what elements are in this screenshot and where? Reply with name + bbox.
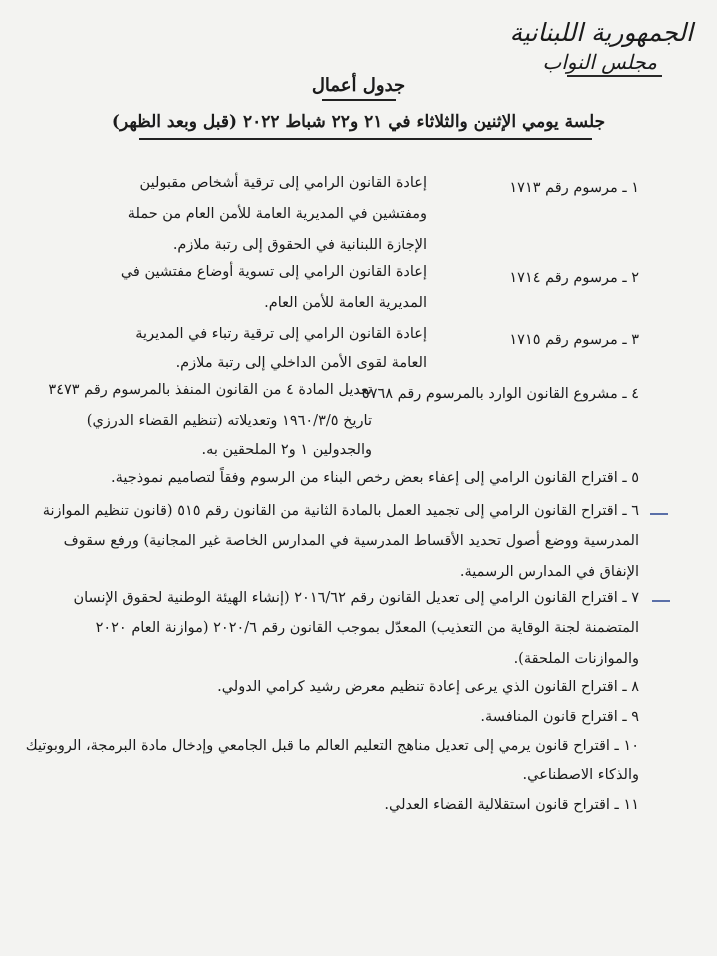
proposal-6-line-2: المدرسية ووضع أصول تحديد الأقساط المدرسية في المدارس الخاصة غير المجانية) ورفع سقوف [63,533,639,549]
proposal-7-line-2: المتضمنة لجنة الوقاية من التعذيب) المعدّل بموجب القانون رقم ٢٠٢٠/٦ (موازنة العام ٢٠٢٠ [95,620,639,636]
decree-1-line-3: الإجازة اللبنانية في الحقوق إلى رتبة ملازم. [172,237,427,253]
proposal-11: ١١ ـ اقتراح قانون استقلالية القضاء العدلي. [384,797,639,813]
page-title: جدول أعمال [311,75,406,96]
proposal-10-line-2: والذكاء الاصطناعي. [522,767,639,783]
proposal-5: ٥ ـ اقتراح القانون الرامي إلى إعفاء بعض رخص البناء من الرسوم وفقاً لتصاميم نموذجية. [111,470,639,486]
letterhead-republic: الجمهورية اللبنانية [509,18,693,47]
decree-3-label: ٣ ـ مرسوم رقم ١٧١٥ [509,332,639,348]
decree-3-line-2: العامة لقوى الأمن الداخلي إلى رتبة ملازم. [175,355,427,371]
decree-1-label: ١ ـ مرسوم رقم ١٧١٣ [509,180,639,196]
decree-1-line-1: إعادة القانون الرامي إلى ترقية أشخاص مقبولين [139,175,427,191]
session-subtitle: جلسة يومي الإثنين والثلاثاء في ٢١ و٢٢ شباط ٢٠٢٢ (قبل وبعد الظهر) [111,112,606,132]
proposal-8: ٨ ـ اقتراح القانون الذي يرعى إعادة تنظيم معرض رشيد كرامي الدولي. [217,679,639,695]
proposal-7-line-1: ٧ ـ اقتراح القانون الرامي إلى تعديل القانون رقم ٢٠١٦/٦٢ (إنشاء الهيئة الوطنية لحقوق الإنسان [73,590,639,606]
decree-2-label: ٢ ـ مرسوم رقم ١٧١٤ [509,270,639,286]
margin-mark-6 [650,513,668,515]
decree-3-line-1: إعادة القانون الرامي إلى ترقية رتباء في المديرية [135,326,427,342]
decree-2-line-2: المديرية العامة للأمن العام. [264,295,427,311]
bill-4-line-1: تعديل المادة ٤ من القانون المنفذ بالمرسوم رقم ٣٤٧٣ [48,382,372,398]
subtitle-underline [139,138,592,140]
bill-4-line-2: تاريخ ١٩٦٠/٣/٥ وتعديلاته (تنظيم القضاء الدرزي) [86,413,372,429]
proposal-6-line-3: الإنفاق في المدارس الرسمية. [459,564,639,580]
proposal-10-line-1: ١٠ ـ اقتراح قانون يرمي إلى تعديل مناهج التعليم العالم ما قبل الجامعي وإدخال مادة البرمجة، الروبوتيك [25,738,639,754]
decree-2-line-1: إعادة القانون الرامي إلى تسوية أوضاع مفتشين في [120,264,427,280]
proposal-7-line-3: والموازنات الملحقة). [513,651,639,667]
bill-4-label: ٤ ـ مشروع القانون الوارد بالمرسوم رقم ٥٧٦٨ [361,386,639,402]
proposal-6-line-1: ٦ ـ اقتراح القانون الرامي إلى تجميد العمل بالمادة الثانية من القانون رقم ٥١٥ (قانون تنظيم الموازنة [42,503,639,519]
proposal-9: ٩ ـ اقتراح قانون المنافسة. [480,709,639,725]
bill-4-line-3: والجدولين ١ و٢ الملحقين به. [201,442,372,458]
margin-mark-7 [652,600,670,602]
decree-1-line-2: ومفتشين في المديرية العامة للأمن العام من حملة [127,206,427,222]
letterhead-parliament: مجلس النواب [542,50,657,74]
title-underline [322,99,396,101]
